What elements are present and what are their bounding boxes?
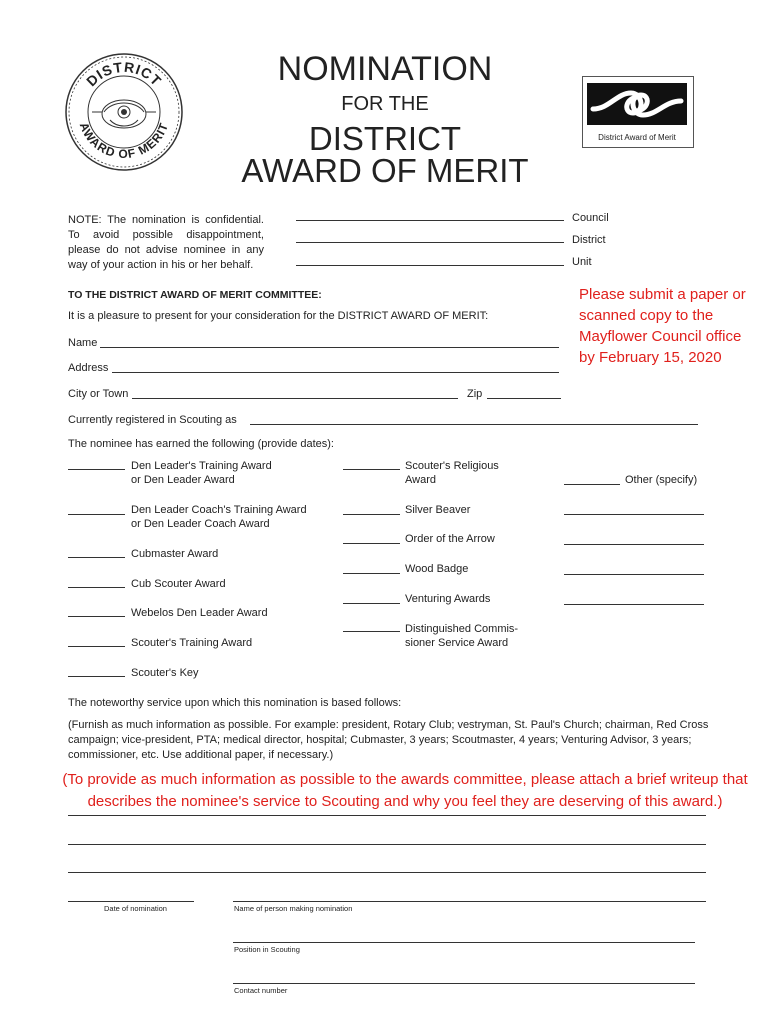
zip-label: Zip [467,388,483,400]
service-line[interactable] [68,815,706,816]
name-field[interactable] [100,347,559,348]
award-label: Cub Scouter Award [131,578,226,590]
award-label: Scouter's Key [131,667,199,679]
title-nomination: NOMINATION [277,50,493,88]
award-label: Silver Beaver [405,504,471,516]
submit-line-2: scanned copy to the [579,307,714,324]
award-date-field[interactable] [68,587,125,588]
award-label-cont: or Den Leader Award [131,474,235,486]
service-line[interactable] [68,844,706,845]
other-specify-field[interactable] [564,544,704,545]
award-date-field[interactable] [68,469,125,470]
council-field[interactable] [296,220,564,221]
award-date-field[interactable] [343,469,400,470]
submit-instructions [579,284,746,368]
award-date-field[interactable] [343,631,400,632]
award-date-field[interactable] [343,514,400,515]
unit-label: Unit [572,256,592,268]
nominator-name-field[interactable] [233,901,706,902]
award-label: Wood Badge [405,563,469,575]
nominator-name-label: Name of person making nomination [234,904,353,913]
award-date-field[interactable] [343,603,400,604]
service-intro: The noteworthy service upon which this nomination is based follows: [68,697,402,709]
other-specify-field[interactable] [564,604,704,605]
name-label: Name [68,337,98,349]
confidential-note: NOTE: The nomination is confidential. To avoid possible disappointment, please do not advise nominee in any way of your action in his or her behalf. [68,214,264,271]
registered-label: Currently registered in Scouting as [68,414,237,426]
award-label: Den Leader Coach's Training Award [131,504,307,516]
date-of-nomination-label: Date of nomination [104,904,167,913]
address-field[interactable] [112,372,559,373]
title-for-the: FOR THE [341,93,429,115]
other-specify-field[interactable] [564,574,704,575]
council-label: Council [572,212,609,224]
district-label: District [572,234,606,246]
award-label: Scouter's Religious [405,460,499,472]
city-field[interactable] [132,398,458,399]
award-date-field[interactable] [68,514,125,515]
award-date-field[interactable] [68,557,125,558]
award-date-field[interactable] [68,646,125,647]
date-of-nomination-field[interactable] [68,901,194,902]
submit-line-4: by February 15, 2020 [579,349,722,366]
awards-intro: The nominee has earned the following (provide dates): [68,438,334,450]
award-date-field[interactable] [68,676,125,677]
other-specify-field[interactable] [564,514,704,515]
award-label-cont: sioner Service Award [405,637,509,649]
position-field[interactable] [233,942,695,943]
award-label: Cubmaster Award [131,548,219,560]
seal-text-bottom: AWARD OF MERIT [76,120,172,162]
furnish-instructions: (Furnish as much information as possible. For example: president, Rotary Club; vestryman, St. Paul's Church; chairman, Red Cross campaign; vice-president, PTA; medical director, hospital; Cubmaster, 3 years; Scoutmaster, 4 years; Venturing Advisor, 3 years; commissioner, etc. Use additional paper, if necessary.) [68,719,709,761]
address-label: Address [68,362,109,374]
intro-text: It is a pleasure to present for your consideration for the DISTRICT AWARD OF MERIT: [68,310,489,322]
award-label: Scouter's Training Award [131,637,253,649]
service-line[interactable] [68,872,706,873]
knot-caption: District Award of Merit [598,133,676,142]
title-district: DISTRICT [308,120,462,157]
registered-field[interactable] [250,424,698,425]
seal-text-top: DISTRICT [83,58,165,90]
committee-heading: TO THE DISTRICT AWARD OF MERIT COMMITTEE: [68,289,322,301]
zip-field[interactable] [487,398,561,399]
writeup-instructions: (To provide as much information as possible to the awards committee, please attach a brief writeup that describes the nominee's service to Scouting and why you feel they are deserving of this award.) [62,771,748,810]
district-field[interactable] [296,242,564,243]
title-award-of-merit: AWARD OF MERIT [241,152,529,189]
award-label: Den Leader's Training Award [131,460,272,472]
award-date-field[interactable] [343,543,400,544]
award-label: Webelos Den Leader Award [131,607,268,619]
city-label: City or Town [68,388,129,400]
other-date-field[interactable] [564,484,620,485]
award-label: Order of the Arrow [405,533,495,545]
position-label: Position in Scouting [234,945,300,954]
other-specify-label: Other (specify) [625,474,698,486]
contact-field[interactable] [233,983,695,984]
award-label: Venturing Awards [405,593,491,605]
award-label-cont: or Den Leader Coach Award [131,518,270,530]
contact-label: Contact number [234,986,288,995]
unit-field[interactable] [296,265,564,266]
district-award-seal [62,50,186,174]
submit-line-1: Please submit a paper or [579,286,746,303]
award-date-field[interactable] [343,573,400,574]
svg-text:DISTRICT [83,59,165,90]
submit-line-3: Mayflower Council office [579,328,742,345]
award-label-cont: Award [405,474,436,486]
award-label: Distinguished Commis- [405,623,519,635]
square-knot-icon [587,83,687,125]
award-date-field[interactable] [68,616,125,617]
